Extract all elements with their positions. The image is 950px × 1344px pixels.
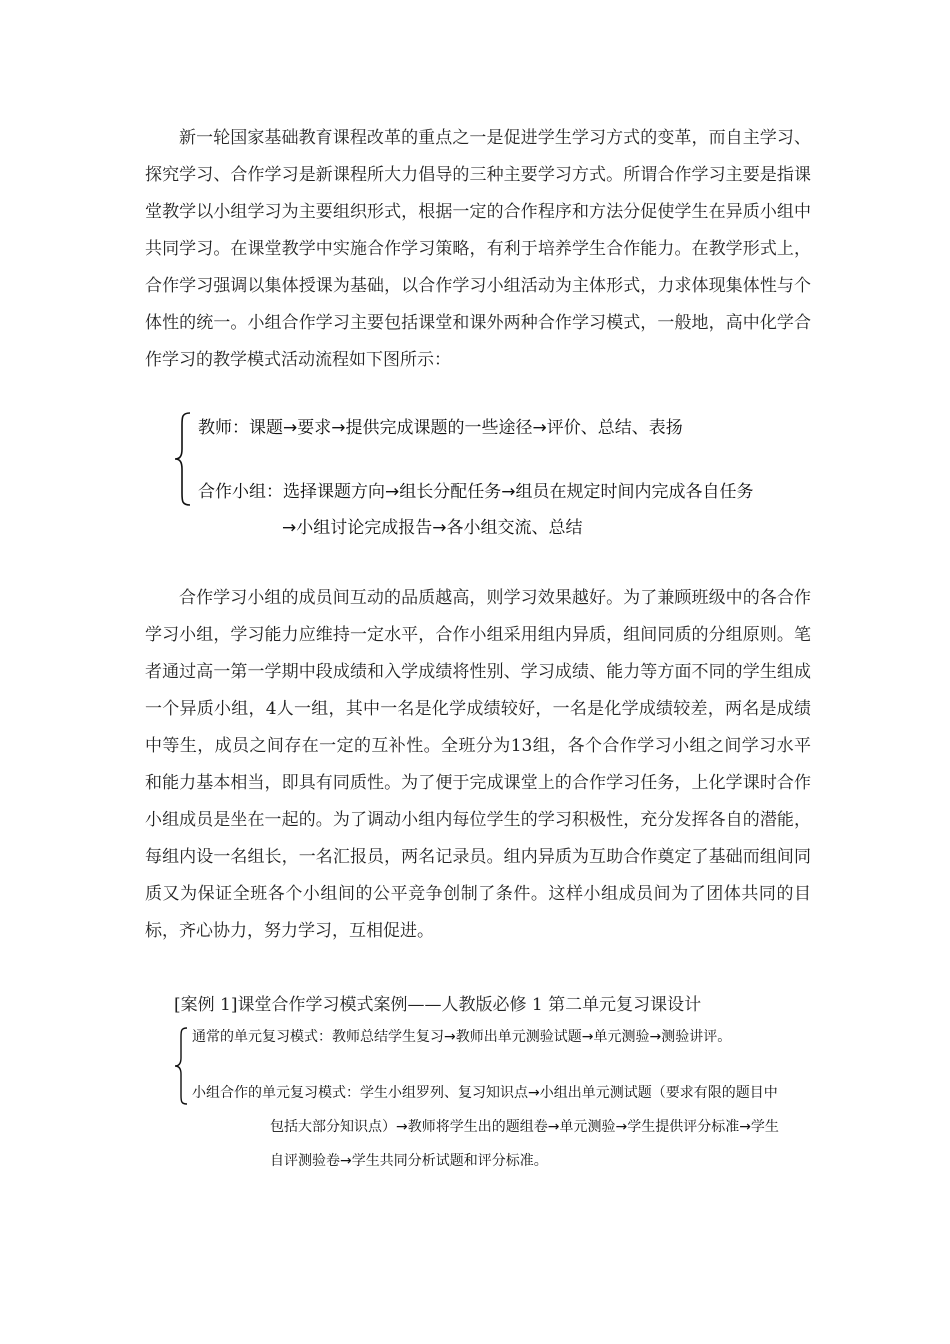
- usual-review-line: 通常的单元复习模式：教师总结学生复习→教师出单元测验试题→单元测验→测验讲评。: [192, 1029, 732, 1045]
- grouping-paragraph: 合作学习小组的成员间互动的品质越高，则学习效果越好。为了兼顾班级中的各合作学习小组，学习能力应维持一定水平，合作小组采用组内异质，组间同质的分组原则。笔者通过高一第一学期中段成绩和入学成绩将性别、学习成绩、能力等方面不同的学生组成一个异质小组，4人一组，其中一名是化学成绩较好，一名是化学成绩较差，两名是成绩中等生，成员之间存在一定的互补性。全班分为13组，各个合作学习小组之间学习水平和能力基本相当，即具有同质性。为了便于完成课堂上的合作学习任务，上化学课时合作小组成员是坐在一起的。为了调动小组内每位学生的学习积极性，充分发挥各自的潜能，每组内设一名组长，一名汇报员，两名记录员。组内异质为互助合作奠定了基础而组间同质又为保证全班各个小组间的公平竞争创制了条件。这样小组成员间为了团体共同的目标，齐心协力，努力学习，互相促进。: [145, 588, 811, 941]
- group-review-line-2: 包括大部分知识点）→教师将学生出的题组卷→单元测验→学生提供评分标准→学生: [270, 1119, 779, 1135]
- left-brace-icon: [172, 1026, 190, 1106]
- teaching-mode-flowchart: [172, 405, 812, 555]
- case-title: [案例 1]课堂合作学习模式案例——人教版必修 1 第二单元复习课设计: [174, 995, 702, 1015]
- intro-paragraph: 新一轮国家基础教育课程改革的重点之一是促进学生学习方式的变革，而自主学习、探究学习、合作学习是新课程所大力倡导的三种主要学习方式。所谓合作学习主要是指课堂教学以小组学习为主要组织形式，根据一定的合作程序和方法分促使学生在异质小组中共同学习。在课堂教学中实施合作学习策略，有利于培养学生合作能力。在教学形式上，合作学习强调以集体授课为基础，以合作学习小组活动为主体形式，力求体现集体性与个体性的统一。小组合作学习主要包括课堂和课外两种合作学习模式，一般地，高中化学合作学习的教学模式活动流程如下图所示：: [145, 128, 811, 370]
- group-flow-line-1: 合作小组：选择课题方向→组长分配任务→组员在规定时间内完成各自任务: [198, 482, 754, 502]
- left-brace-icon: [172, 411, 194, 507]
- group-flow-line-2: →小组讨论完成报告→各小组交流、总结: [282, 518, 583, 538]
- review-mode-flowchart: [172, 1022, 862, 1182]
- teacher-flow-line: 教师：课题→要求→提供完成课题的一些途径→评价、总结、表扬: [198, 418, 683, 438]
- group-review-line-3: 自评测验卷→学生共同分析试题和评分标准。: [270, 1153, 548, 1169]
- group-review-line-1: 小组合作的单元复习模式：学生小组罗列、复习知识点→小组出单元测试题（要求有限的题目中: [192, 1085, 778, 1101]
